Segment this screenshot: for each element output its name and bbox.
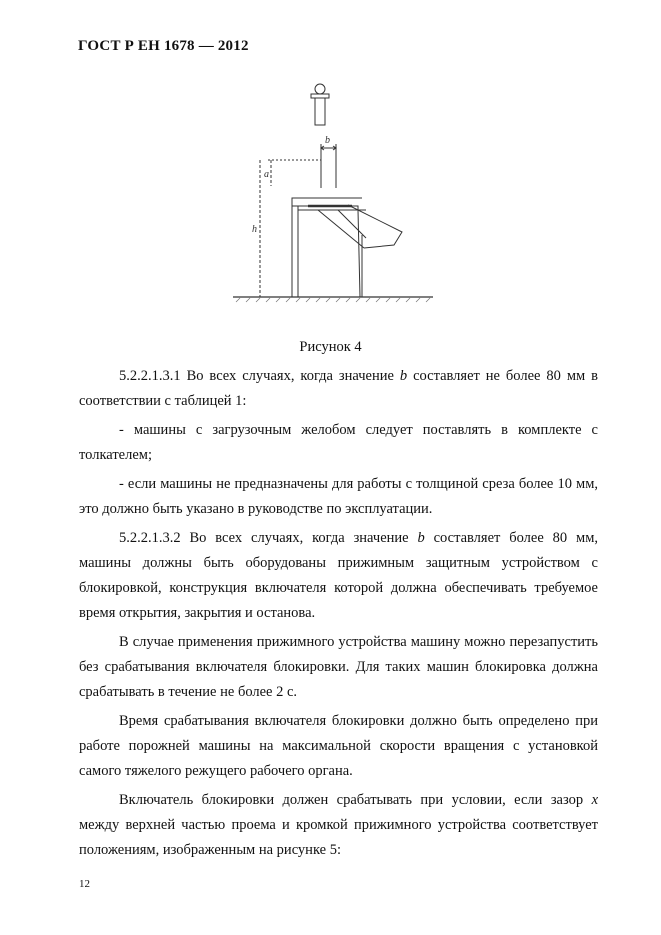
figure-caption: Рисунок 4: [299, 339, 362, 355]
label-a: a: [264, 169, 269, 180]
pusher-handle: [311, 94, 329, 98]
document-header: ГОСТ Р ЕН 1678 — 2012: [78, 38, 249, 54]
paragraph-5-2-2-1-3-2: 5.2.2.1.3.2 Во всех случаях, когда значение b составляет более 80 мм, машины должны быть оборудованы прижимным защитным устройством с блокировкой, конструкция включателя которой должна обеспечивать требуемое время открытия, закрытия и останова.: [79, 530, 598, 621]
paragraph-response-time: Время срабатывания включателя блокировки должно быть определено при работе порожней машины на максимальной скорости вращения с установкой самого тяжелого режущего рабочего органа.: [79, 713, 598, 779]
pusher-knob: [315, 84, 325, 94]
paragraph-restart: В случае применения прижимного устройства машину можно перезапустить без срабатывания включателя блокировки. Для таких машин блокировка должна срабатывать в течение не более 2 с.: [79, 634, 598, 700]
paragraph-gap-x: Включатель блокировки должен срабатывать при условии, если зазор x между верхней частью проема и кромкой прижимного устройства соответствует положениям, изображенным на рисунке 5:: [79, 792, 598, 858]
feed-chute: [318, 205, 402, 248]
pusher-stem: [315, 98, 325, 125]
figure-4-diagram: [228, 80, 438, 310]
paragraph-5-2-2-1-3-1: 5.2.2.1.3.1 Во всех случаях, когда значение b составляет не более 80 мм в соответствии с таблицей 1:: [79, 368, 598, 409]
body-text: [79, 364, 598, 867]
label-h: h: [252, 224, 257, 235]
machine-body: [292, 206, 298, 297]
page-number: 12: [79, 878, 90, 890]
list-item-thickness: - если машины не предназначены для работы с толщиной среза более 10 мм, это должно быть указано в руководстве по эксплуатации.: [79, 476, 598, 517]
label-b: b: [325, 135, 330, 146]
list-item-chute: - машины с загрузочным желобом следует поставлять в комплекте с толкателем;: [79, 422, 598, 463]
